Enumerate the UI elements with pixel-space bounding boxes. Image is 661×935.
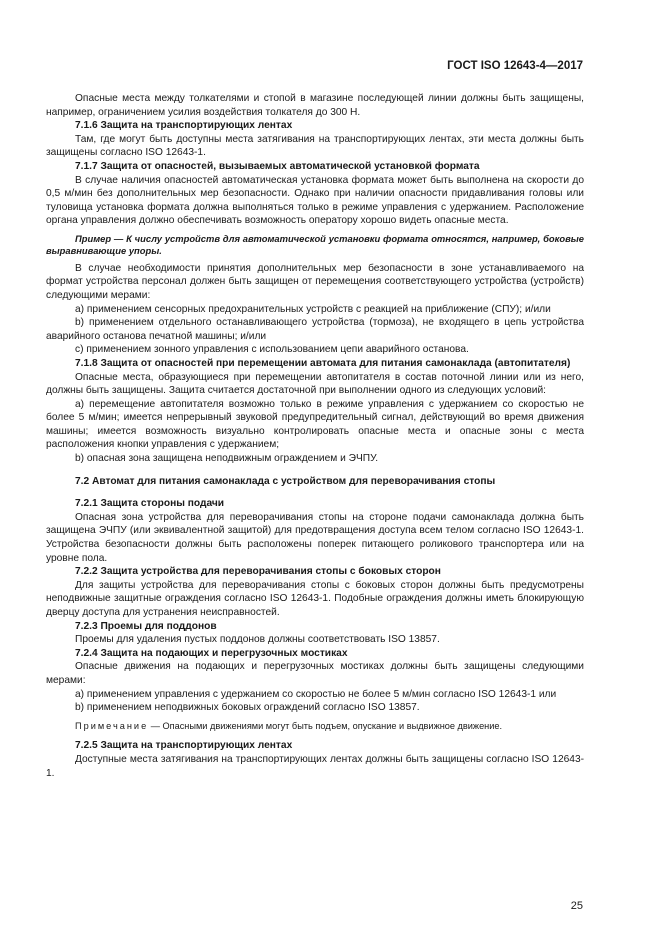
standard-header: ГОСТ ISO 12643-4—2017 (447, 60, 583, 72)
paragraph: Опасная зона устройства для переворачивания стопы на стороне подачи самонаклада должна быть защищена ЭЧПУ (или эквивалентной защитой) для предотвращения доступа всем телом согласно ISO 12643-1. Устройства безопасности должны быть расположены поперек питающего роликового транспортера или на уровне пола. (46, 511, 584, 564)
paragraph: Опасные места, образующиеся при перемещении автопитателя в состав поточной линии или из него, должны быть защищены. Защита считается достаточной при выполнении одного из следующих условий: (46, 371, 584, 397)
section-heading-7-2: 7.2 Автомат для питания самонаклада с устройством для переворачивания стопы (75, 475, 496, 487)
paragraph: Доступные места затягивания на транспортирующих лентах должны быть защищены согласно ISO 12643-1. (46, 753, 584, 779)
paragraph: Опасные движения на подающих и перегрузочных мостиках должны быть защищены следующими мерами: (46, 661, 584, 686)
list-item: a) применением управления с удержанием со скоростью не более 5 м/мин согласно ISO 12643-1 или (75, 688, 557, 700)
list-item: b) применением отдельного останавливающего устройства (тормоза), не входящего в цепь устройства аварийного останова печатной машины; и/или (46, 317, 584, 342)
paragraph: Для защиты устройства для переворачивания стопы с боковых сторон должны быть предусмотрены неподвижные защитные ограждения согласно ISO 12643-1. Подобные ограждения должны иметь блокирующую дверцу доступа для устранения неисправностей. (46, 579, 584, 618)
paragraph: В случае наличия опасностей автоматическая установка формата может быть выполнена на скорости до 0,5 м/мин без дополнительных мер безопасности. Однако при наличии опасности придавливания головы или туловища установка формата должна выполняться только в режиме управления с удержанием. Расположение органа управления должно обеспечивать возможность оператору хорошо видеть опасные места. (46, 174, 584, 227)
list-item: c) применением зонного управления с использованием цепи аварийного останова. (75, 344, 469, 356)
list-item: b) применением неподвижных боковых ограждений согласно ISO 13857. (75, 702, 420, 714)
example-text: К числу устройств для автоматической установки формата относятся, например, боковые выравнивающие упоры. (46, 232, 584, 257)
note (46, 720, 584, 734)
section-heading-7-1-7: 7.1.7 Защита от опасностей, вызываемых автоматической установкой формата (75, 160, 480, 172)
section-heading-7-2-2: 7.2.2 Защита устройства для переворачивания стопы с боковых сторон (75, 566, 441, 578)
list-item: b) опасная зона защищена неподвижным ограждением и ЭЧПУ. (75, 453, 379, 465)
paragraph: Опасные места между толкателями и стопой в магазине последующей линии должны быть защищены, например, ограничением усилия воздействия толкателя до 300 Н. (46, 93, 584, 118)
note-label: Примечание (75, 720, 149, 731)
list-item: a) применением сенсорных предохранительных устройств с реакцией на приближение (СПУ); и/или (75, 303, 551, 315)
paragraph: В случае необходимости принятия дополнительных мер безопасности в зоне устанавливаемого на формат устройства персонал должен быть защищен от перемещения соответствующего устройства (устройств) следующими мерами: (46, 262, 584, 301)
paragraph: Проемы для удаления пустых поддонов должны соответствовать ISO 13857. (75, 634, 440, 646)
note-text: — Опасными движениями могут быть подъем, опускание и выдвижное движение. (148, 720, 503, 731)
page-number: 25 (570, 900, 583, 912)
section-heading-7-1-8: 7.1.8 Защита от опасностей при перемещении автомата для питания самонаклада (автопитателя) (75, 357, 571, 369)
section-heading-7-2-5: 7.2.5 Защита на транспортирующих лентах (75, 740, 293, 752)
document-body (46, 92, 584, 780)
section-heading-7-2-3: 7.2.3 Проемы для поддонов (75, 620, 217, 632)
section-heading-7-2-1: 7.2.1 Защита стороны подачи (75, 498, 225, 510)
example-label: Пример — (75, 232, 124, 244)
paragraph: Там, где могут быть доступны места затягивания на транспортирующих лентах, эти места должны быть защищены согласно ISO 12643-1. (46, 133, 584, 159)
section-heading-7-1-6: 7.1.6 Защита на транспортирующих лентах (75, 120, 293, 132)
example-note (46, 233, 584, 258)
list-item: a) перемещение автопитателя возможно только в режиме управления с удержанием со скоростью не более 5 м/мин; имеется непрерывный звуковой предупредительный сигнал, действующий во время движения машины; имеется возможность визуально контролировать опасные места и опасные зоны с места расположения кнопки управления с удержанием; (46, 398, 584, 451)
section-heading-7-2-4: 7.2.4 Защита на подающих и перегрузочных мостиках (75, 647, 348, 659)
